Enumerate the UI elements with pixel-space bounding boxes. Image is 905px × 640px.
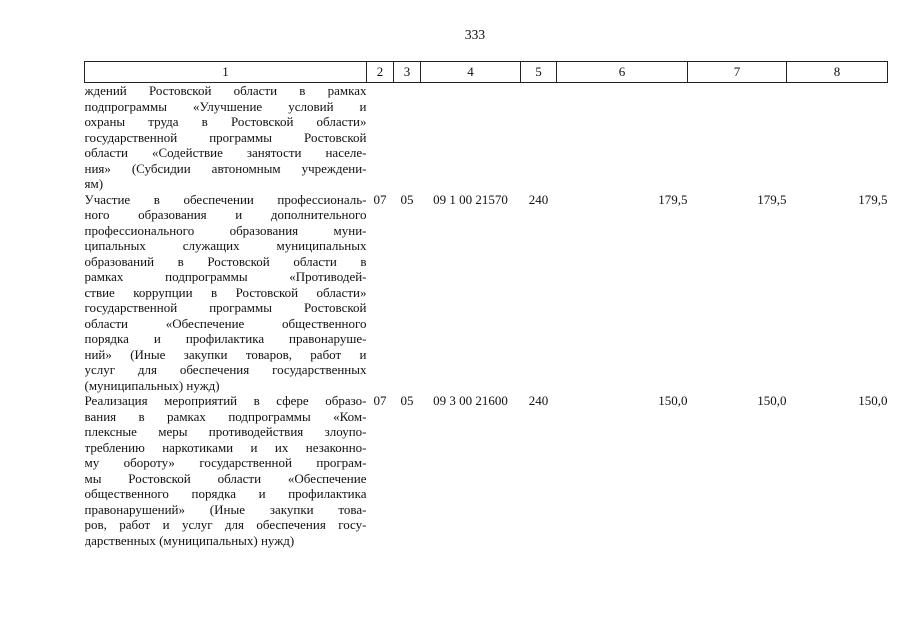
description-line: треблению наркотиками и их незаконно-: [84, 439, 367, 455]
subsection-code: 05: [400, 393, 414, 408]
page-number: 333: [464, 27, 486, 42]
description-line: ждений Ростовской области в рамках: [84, 83, 367, 98]
description-line: общественного порядка и профилактика: [84, 486, 367, 501]
amount-year-3: 150,0: [858, 393, 888, 408]
expense-type-code: 240: [528, 393, 549, 408]
row-description: [85, 192, 367, 394]
header-col-4: 4: [421, 62, 521, 83]
header-col-3: 3: [394, 62, 421, 83]
description-line: ний» (Иные закупки товаров, работ и: [84, 346, 367, 362]
description-line: области «Обеспечение общественного: [84, 315, 367, 331]
description-line: ствие коррупции в Ростовской области»: [84, 284, 367, 300]
description-line: услуг для обеспечения государственных: [84, 362, 367, 377]
description-line: государственной программы Ростовской: [84, 300, 367, 315]
header-col-8: 8: [787, 62, 888, 83]
amount-year-3: [787, 83, 888, 192]
description-line: (муниципальных) нужд): [84, 377, 220, 393]
description-line: Реализация мероприятий в сфере образо-: [84, 393, 367, 408]
section-code: 07: [373, 393, 387, 408]
description-line: правонарушений» (Иные закупки това-: [84, 501, 367, 517]
description-line: мы Ростовской области «Обеспечение: [84, 470, 367, 486]
subsection-code: 05: [400, 191, 414, 207]
header-col-2: 2: [367, 62, 394, 83]
section-code: 07: [373, 191, 387, 207]
expense-type-code: [521, 83, 557, 192]
description-line: ципальных служащих муниципальных: [84, 238, 367, 253]
description-line: вания в рамках подпрограммы «Ком-: [84, 408, 367, 424]
description-line: му обороту» государственной програм-: [84, 455, 367, 470]
amount-year-2: 179,5: [757, 191, 787, 207]
description-line: ного образования и дополнительного: [84, 207, 367, 222]
description-line: подпрограммы «Улучшение условий и: [84, 98, 367, 114]
description-line: плексные меры противодействия злоупо-: [84, 424, 367, 439]
description-line: Участие в обеспечении профессиональ-: [84, 191, 367, 207]
section-code: [367, 83, 394, 192]
target-article-code: 09 3 00 21600: [433, 393, 508, 408]
table-row: [85, 83, 888, 192]
amount-year-1: 179,5: [658, 191, 688, 207]
amount-year-2: [688, 83, 787, 192]
header-col-1: 1: [85, 62, 367, 83]
header-row: [85, 62, 888, 83]
target-article-code: 09 1 00 21570: [433, 191, 508, 207]
table-row: [85, 393, 888, 548]
description-line: ния» (Субсидии автономным учреждени-: [84, 160, 367, 176]
amount-year-3: 179,5: [858, 191, 888, 207]
description-line: ям): [84, 176, 104, 191]
target-article-code: [421, 83, 521, 192]
table-row: [85, 192, 888, 394]
description-line: образований в Ростовской области в: [84, 253, 367, 269]
description-line: государственной программы Ростовской: [84, 129, 367, 145]
header-col-7: 7: [688, 62, 787, 83]
description-line: рамках подпрограммы «Противодей-: [84, 269, 367, 284]
description-line: области «Содействие занятости населе-: [84, 145, 367, 160]
row-description: [85, 83, 367, 192]
amount-year-1: [557, 83, 688, 192]
amount-year-2: 150,0: [757, 393, 787, 408]
subsection-code: [394, 83, 421, 192]
description-line: дарственных (муниципальных) нужд): [84, 532, 295, 548]
expense-type-code: 240: [528, 191, 549, 207]
amount-year-1: 150,0: [658, 393, 688, 408]
description-line: ров, работ и услуг для обеспечения госу-: [84, 517, 367, 532]
row-description: [85, 393, 367, 548]
budget-table: [84, 61, 888, 548]
header-col-5: 5: [521, 62, 557, 83]
header-col-6: 6: [557, 62, 688, 83]
description-line: охраны труда в Ростовской области»: [84, 114, 367, 129]
description-line: порядка и профилактика правонаруше-: [84, 331, 367, 346]
description-line: профессионального образования муни-: [84, 222, 367, 238]
